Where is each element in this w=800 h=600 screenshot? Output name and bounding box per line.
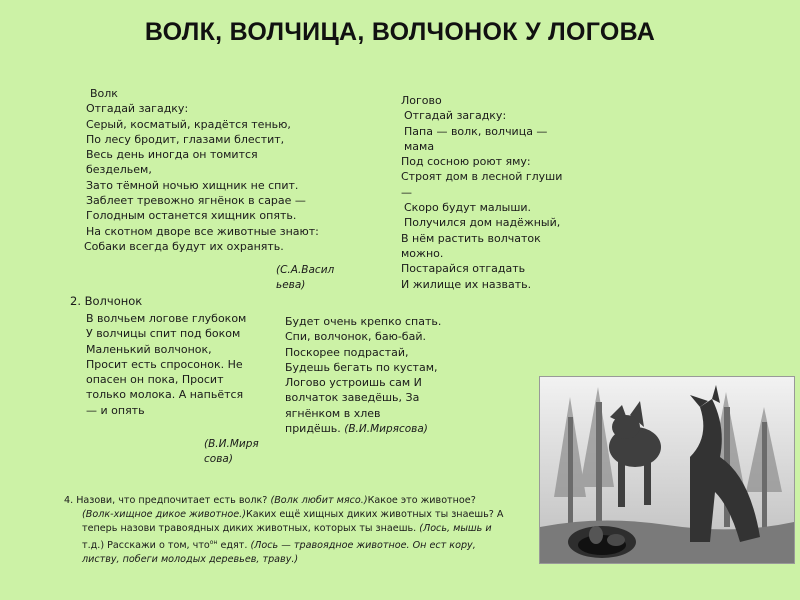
- poem-left-line: опасен он пока, Просит: [86, 373, 224, 387]
- riddle-den-line: Скоро будут малыши.: [404, 201, 532, 215]
- riddle-den: [401, 93, 562, 292]
- poem-right-column: [285, 314, 441, 421]
- q4-text: теперь назови травоядных диких животных, которых ты знаешь.: [82, 523, 420, 534]
- poem-left-line: только молока. А напьётся: [86, 388, 244, 402]
- riddle-wolf-line: Заблеет тревожно ягнёнок в сарае —: [86, 194, 306, 208]
- poem-right-line: Поскорее подрастай,: [285, 345, 409, 359]
- poem-right-line: Логово устроишь сам И: [285, 376, 422, 390]
- q4-text: Какое это животное?: [367, 495, 476, 506]
- source-line-1: (С.А.Васил: [276, 264, 335, 276]
- wolves-illustration: [539, 376, 795, 564]
- q4-text: едят.: [217, 540, 251, 552]
- riddle-den-line: Под сосною роют яму:: [401, 155, 531, 169]
- poem-left-column: [86, 311, 246, 418]
- riddle-wolf-line: Голодным останется хищник опять.: [86, 209, 297, 223]
- poem-left-line: У волчицы спит под боком: [86, 327, 241, 341]
- riddle-den-line: можно.: [401, 246, 444, 260]
- riddle-wolf-line: Отгадай загадку:: [86, 102, 189, 116]
- q4-text: 4. Назови, что предпочитает есть волк?: [64, 495, 271, 506]
- riddle-wolf-line: На скотном дворе все животные знают:: [86, 224, 319, 238]
- riddle-den-line: Логово: [401, 94, 442, 107]
- q4-sup: он: [209, 539, 218, 546]
- poem-last-line: придёшь.: [285, 422, 341, 435]
- riddle-wolf-line: бездельем,: [86, 163, 152, 177]
- source-line-2: ьева): [276, 279, 306, 292]
- riddle-den-line: Строят дом в лесной глуши: [401, 170, 563, 184]
- q4-answer: (Волк любит мясо.): [270, 495, 368, 506]
- riddle-den-line: Постарайся отгадать: [401, 262, 526, 276]
- riddle-den-line: Получился дом надёжный,: [404, 216, 561, 230]
- poem-right-line: Будешь бегать по кустам,: [285, 360, 438, 374]
- riddle-wolf-line: Весь день иногда он томится: [86, 148, 258, 162]
- riddle-den-line: —: [401, 185, 412, 199]
- poem-heading: 2. Волчонок: [70, 294, 143, 308]
- riddle-wolf-line: По лесу бродит, глазами блестит,: [86, 132, 285, 146]
- riddle-den-line: Папа — волк, волчица —: [404, 124, 548, 138]
- q4-answer: (Волк-хищное дикое животное.): [82, 509, 246, 520]
- riddle-wolf-line: Серый, косматый, крадётся тенью,: [86, 117, 291, 131]
- riddle-wolf-line: Зато тёмной ночью хищник не спит.: [86, 178, 299, 192]
- q4-answer: (Лось — травоядное животное. Он ест кору,: [250, 540, 476, 552]
- riddle-wolf: [86, 86, 319, 254]
- poem-left-source: [204, 437, 259, 468]
- poem-left-line: В волчьем логове глубоком: [86, 312, 247, 325]
- riddle-wolf-line: Собаки всегда будут их охранять.: [84, 239, 284, 253]
- poem-right-source: (В.И.Мирясова): [344, 423, 428, 435]
- poem-left-line: Маленький волчонок,: [86, 342, 212, 356]
- page-title: ВОЛК, ВОЛЧИЦА, ВОЛЧОНОК У ЛОГОВА: [144, 18, 656, 46]
- riddle-den-line: И жилище их назвать.: [401, 277, 532, 291]
- source-line-1: (В.И.Миря: [204, 438, 259, 450]
- poem-left-line: Просит есть спросонок. Не: [86, 357, 243, 371]
- riddle-wolf-line: Волк: [90, 87, 118, 100]
- riddle-den-line: В нём растить волчаток: [401, 231, 541, 245]
- q4-answer: листву, побеги молодых деревьев, траву.): [82, 554, 299, 566]
- riddle-den-line: Отгадай загадку:: [404, 109, 507, 123]
- poem-right-line: ягнёнком в хлев: [285, 406, 381, 420]
- q4-answer: (Лось, мышь и: [419, 523, 492, 534]
- poem-right-line: волчаток заведёшь, За: [285, 391, 420, 405]
- q4-text: Расскажи о том, что: [104, 540, 210, 552]
- poem-left-line: — и опять: [86, 403, 145, 417]
- riddle-den-line: мама: [404, 139, 435, 153]
- poem-right-last-line: [285, 421, 428, 437]
- poem-right-line: Спи, волчонок, баю-бай.: [285, 330, 426, 344]
- poem-right-line: Будет очень крепко спать.: [285, 315, 442, 328]
- riddle-wolf-source: [276, 263, 334, 294]
- q4-text: Каких ещё хищных диких животных ты знаешь? А: [245, 509, 504, 520]
- question-4: [64, 494, 524, 567]
- source-line-2: сова): [204, 453, 233, 466]
- q4-text: т.д.): [82, 540, 105, 552]
- wolves-at-den-icon: [540, 377, 794, 563]
